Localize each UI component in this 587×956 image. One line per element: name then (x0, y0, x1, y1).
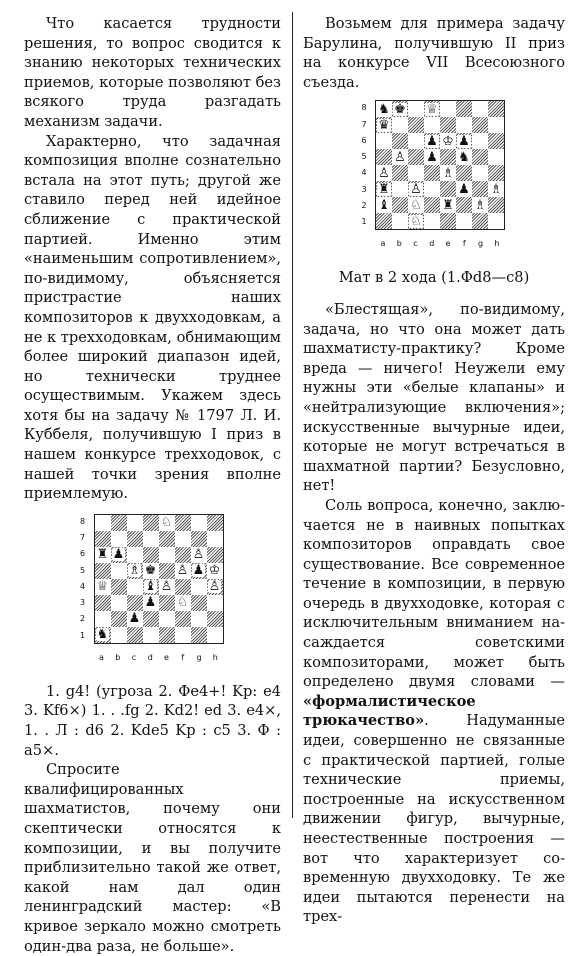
square-e8 (440, 101, 456, 117)
square-e4 (159, 579, 175, 595)
square-a1 (95, 627, 111, 643)
file-label: h (212, 652, 218, 662)
rank-label: 3 (79, 598, 86, 608)
chess-diagram-2 (359, 100, 509, 260)
square-e1 (440, 213, 456, 229)
square-d6 (143, 547, 159, 563)
square-b1 (111, 627, 127, 643)
square-c5 (408, 149, 424, 165)
square-f8 (175, 515, 191, 531)
square-e2 (159, 611, 175, 627)
square-e7 (159, 531, 175, 547)
square-f7 (456, 117, 472, 133)
rank-label: 6 (361, 135, 367, 145)
file-label: b (396, 239, 402, 249)
square-a1 (376, 213, 392, 229)
square-e5 (159, 563, 175, 579)
square-f4 (456, 165, 472, 181)
square-c3 (127, 595, 143, 611)
square-c4 (408, 165, 424, 181)
square-f3 (175, 595, 191, 611)
file-label: c (413, 239, 418, 249)
square-h4 (488, 165, 504, 181)
square-c6 (408, 133, 424, 149)
square-h6 (488, 133, 504, 149)
left-paragraph-2: Характерно, что задачная композиция вполне сознательно встала на этот путь; другой же ставило перед ней идейное сближение с практической партией. Именно этим «наименьшим сопротивлением», по-видимому, объясняется пристрастие наших композиторов к двухходовкам, а не к трехходовкам, обнимающим более широкий диапазон идей, но технически труднее осуществимым. Укажем здесь хотя бы на задачу № 1797 Л. И. Куббеля, получившую I приз в нашем конкурсе трехходовок, с нашей точки зрения вполне приемлемую. (24, 132, 281, 503)
square-b6 (111, 547, 127, 563)
square-a7 (376, 117, 392, 133)
file-label: b (115, 652, 121, 662)
right-paragraph-3-start: Соль вопроса, конечно, заключается не в наивных попытках композиторов оправдать свое существование. Все современное течение в композиции, в первую очередь в двухходовке, которая с исключительным вниманием насаждается советскими композиторами, может быть определено двумя словами — (303, 496, 565, 691)
square-c6 (127, 547, 143, 563)
square-f6 (175, 547, 191, 563)
square-h8 (207, 515, 223, 531)
square-d1 (143, 627, 159, 643)
rank-label: 2 (361, 200, 367, 210)
square-h7 (207, 531, 223, 547)
square-d3 (424, 181, 440, 197)
chess-piece-e2: ♜ (442, 197, 454, 213)
chess-diagram-1 (78, 514, 228, 672)
square-b6 (392, 133, 408, 149)
square-c8 (127, 515, 143, 531)
square-a6 (376, 133, 392, 149)
file-label: c (131, 652, 137, 662)
square-g7 (191, 531, 207, 547)
file-label: a (99, 652, 104, 662)
diagram-caption: Мат в 2 хода (1.Фd8—c8) (338, 269, 530, 287)
square-a8 (95, 515, 111, 531)
chess-piece-d6: ♟ (426, 133, 438, 149)
square-f1 (456, 213, 472, 229)
chess-piece-b8: ♚ (394, 101, 406, 117)
square-e3 (159, 595, 175, 611)
rank-label: 1 (79, 630, 86, 640)
file-label: g (196, 652, 202, 662)
rank-label: 2 (79, 614, 86, 624)
square-g8 (191, 515, 207, 531)
left-paragraph-3: Спросите квалифицированных шахматистов, почему они скептически относятся к композиции, и вы получите приблизительно такой же ответ, какой нам дал один ленинградский мастер: «В кривое зеркало можно смотреть один-два раза, не больше». (24, 761, 281, 955)
square-h1 (488, 213, 504, 229)
square-g3 (472, 181, 488, 197)
square-a2 (376, 197, 392, 213)
square-g7 (472, 117, 488, 133)
chess-piece-g5: ♟ (192, 563, 205, 579)
square-a2 (95, 611, 111, 627)
square-a3 (376, 181, 392, 197)
chess-piece-a4: ♙ (378, 165, 390, 181)
square-g3 (191, 595, 207, 611)
square-d8 (143, 515, 159, 531)
rank-label: 6 (79, 549, 86, 559)
rank-label: 4 (79, 581, 86, 591)
chess-piece-a8: ♞ (378, 101, 390, 117)
file-label: h (494, 239, 500, 249)
square-g6 (191, 547, 207, 563)
chess-piece-b6: ♟ (112, 547, 125, 563)
square-a5 (376, 149, 392, 165)
square-b3 (392, 181, 408, 197)
square-c2 (127, 611, 143, 627)
chess-piece-a4: ♕ (96, 579, 109, 595)
square-h6 (207, 547, 223, 563)
chess-piece-h5: ♔ (208, 563, 221, 579)
square-c8 (408, 101, 424, 117)
square-f8 (456, 101, 472, 117)
square-h2 (207, 611, 223, 627)
square-d8 (424, 101, 440, 117)
square-c1 (127, 627, 143, 643)
square-e6 (159, 547, 175, 563)
square-f2 (175, 611, 191, 627)
rank-label: 1 (361, 217, 367, 227)
square-h5 (207, 563, 223, 579)
square-e6 (440, 133, 456, 149)
square-d2 (424, 197, 440, 213)
chess-piece-c5: ♗ (128, 563, 141, 579)
square-g4 (191, 579, 207, 595)
square-e3 (440, 181, 456, 197)
right-paragraph-1: Возьмем для примера задачу Барулина, получившую II приз на конкурсе VII Всесоюзного съезда. (303, 15, 565, 91)
chess-piece-e4: ♙ (160, 579, 173, 595)
square-h7 (488, 117, 504, 133)
square-h5 (488, 149, 504, 165)
square-e4 (440, 165, 456, 181)
file-label: e (445, 239, 451, 249)
right-paragraph-2: «Блестящая», по-видимому, задача, но что она может дать шахматисту-практику? Кроме вреда — ничего! Неужели ему нужны эти «белые клапаны» и «нейтрализующие включения»; искусственные вычурные идеи, которые не могут встречаться в шахматной партии? Безусловно, нет! (303, 300, 565, 495)
chess-piece-c3: ♙ (410, 181, 422, 197)
square-c3 (408, 181, 424, 197)
square-a4 (376, 165, 392, 181)
chess-piece-h4: ♙ (208, 579, 221, 595)
square-d6 (424, 133, 440, 149)
chess-board-1 (94, 514, 224, 644)
file-label: d (147, 652, 153, 662)
chess-board-2 (375, 100, 505, 230)
chess-piece-a6: ♜ (96, 547, 109, 563)
square-b4 (111, 579, 127, 595)
chess-piece-g2: ♗ (474, 197, 486, 213)
square-g5 (472, 149, 488, 165)
column-divider (292, 12, 293, 818)
left-column (24, 14, 281, 956)
square-d7 (143, 531, 159, 547)
square-g2 (472, 197, 488, 213)
square-c4 (127, 579, 143, 595)
file-label: g (477, 239, 484, 249)
square-h3 (207, 595, 223, 611)
square-g2 (191, 611, 207, 627)
chess-piece-d5: ♟ (426, 149, 438, 165)
square-a4 (95, 579, 111, 595)
square-e1 (159, 627, 175, 643)
rank-label: 7 (361, 119, 367, 129)
rank-label: 4 (361, 168, 367, 178)
chess-piece-a2: ♝ (378, 197, 390, 213)
square-f5 (175, 563, 191, 579)
square-e2 (440, 197, 456, 213)
square-f2 (456, 197, 472, 213)
chess-piece-d8: ♕ (426, 101, 438, 117)
chess-piece-e4: ♗ (442, 165, 454, 181)
chess-piece-h3: ♗ (490, 181, 502, 197)
square-c7 (408, 117, 424, 133)
bold-phrase: «формалистическое трюкачество» (303, 692, 476, 730)
square-b5 (111, 563, 127, 579)
square-a5 (95, 563, 111, 579)
chess-piece-g6: ♙ (192, 547, 205, 563)
square-f7 (175, 531, 191, 547)
square-b8 (392, 101, 408, 117)
square-e5 (440, 149, 456, 165)
rank-label: 7 (79, 533, 86, 543)
square-b2 (392, 197, 408, 213)
square-b7 (392, 117, 408, 133)
chess-piece-c1: ♘ (410, 213, 422, 229)
square-g8 (472, 101, 488, 117)
square-h1 (207, 627, 223, 643)
rank-label: 5 (361, 152, 367, 162)
square-g1 (191, 627, 207, 643)
square-h3 (488, 181, 504, 197)
chess-piece-f3: ♟ (458, 181, 470, 197)
square-g5 (191, 563, 207, 579)
rank-label: 5 (79, 565, 86, 575)
square-b1 (392, 213, 408, 229)
square-a8 (376, 101, 392, 117)
chess-piece-f6: ♟ (458, 133, 470, 149)
square-d1 (424, 213, 440, 229)
square-d2 (143, 611, 159, 627)
square-b8 (111, 515, 127, 531)
right-paragraph-3 (303, 496, 565, 927)
square-g1 (472, 213, 488, 229)
square-c7 (127, 531, 143, 547)
square-b7 (111, 531, 127, 547)
file-label: e (164, 652, 169, 662)
chess-piece-a7: ♛ (378, 117, 390, 133)
chess-piece-f5: ♞ (458, 149, 470, 165)
solution-text: 1. g4! (угроза 2. Фe4+! Kp: e4 3. Kf6×) 1. . .fg 2. Kd2! ed 3. e4×, 1. . Л : d6 2. Kde5 Kp : c5 3. Ф : a5×. (24, 682, 281, 759)
file-label: d (429, 239, 435, 249)
square-d7 (424, 117, 440, 133)
square-b2 (111, 611, 127, 627)
square-f4 (175, 579, 191, 595)
square-h2 (488, 197, 504, 213)
chess-piece-e8: ♘ (160, 515, 173, 531)
square-a6 (95, 547, 111, 563)
chess-piece-b5: ♙ (394, 149, 406, 165)
square-d5 (424, 149, 440, 165)
right-column (303, 14, 565, 927)
square-h8 (488, 101, 504, 117)
file-label: f (462, 239, 466, 249)
square-f6 (456, 133, 472, 149)
square-g6 (472, 133, 488, 149)
chess-piece-e6: ♔ (442, 133, 454, 149)
square-d4 (143, 579, 159, 595)
chess-piece-c2: ♟ (128, 611, 141, 627)
chess-piece-d3: ♟ (144, 595, 157, 611)
chess-piece-d4: ♝ (144, 579, 157, 595)
square-d5 (143, 563, 159, 579)
square-c1 (408, 213, 424, 229)
square-b4 (392, 165, 408, 181)
square-c2 (408, 197, 424, 213)
file-label: f (181, 652, 185, 662)
chess-piece-f3: ♘ (176, 595, 189, 611)
file-label: a (380, 239, 386, 249)
chess-piece-a3: ♜ (378, 181, 390, 197)
rank-label: 8 (79, 516, 86, 526)
square-b3 (111, 595, 127, 611)
square-a3 (95, 595, 111, 611)
square-e8 (159, 515, 175, 531)
square-d3 (143, 595, 159, 611)
left-paragraph-1: Что касается трудности решения, то вопрос сводится к знанию некоторых технических приемов, которые позволяют без всякого труда разгадать механизм задачи. (24, 15, 281, 130)
square-e7 (440, 117, 456, 133)
square-g4 (472, 165, 488, 181)
chess-piece-d5: ♚ (144, 563, 157, 579)
square-f5 (456, 149, 472, 165)
chess-piece-a1: ♞ (96, 627, 109, 643)
square-d4 (424, 165, 440, 181)
square-a7 (95, 531, 111, 547)
square-b5 (392, 149, 408, 165)
chess-piece-c2: ♘ (410, 197, 422, 213)
square-h4 (207, 579, 223, 595)
rank-label: 3 (361, 184, 367, 194)
square-c5 (127, 563, 143, 579)
square-f3 (456, 181, 472, 197)
right-paragraph-3-end: . Надуманные идеи, совершенно не связанные с практической партией, голые технические приемы, построенные на искусственном движении фигур, вычурные, неестественные построения — вот что характеризует современную двухходовку. Те же идеи пытаются перенести на трех- (303, 712, 565, 926)
square-f1 (175, 627, 191, 643)
rank-label: 8 (361, 103, 367, 113)
chess-piece-f5: ♙ (176, 563, 189, 579)
